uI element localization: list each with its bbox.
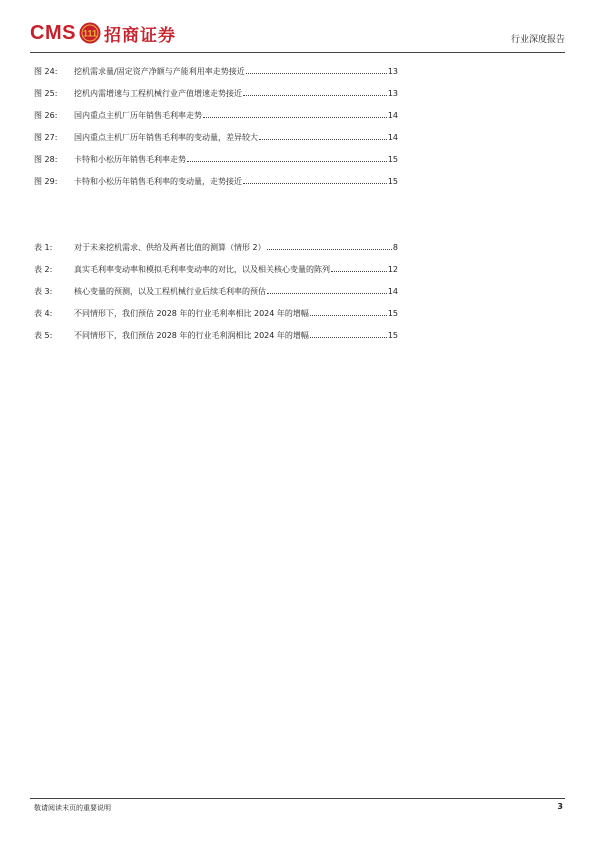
figure-label: 图 28:: [34, 155, 58, 164]
figure-title: 挖机需求量/固定资产净额与产能利用率走势接近: [74, 67, 245, 76]
table-title: 不同情形下，我们预估 2028 年的行业毛利润相比 2024 年的增幅: [74, 331, 309, 340]
footer-divider: [30, 798, 565, 799]
dot-leader: [267, 249, 392, 250]
table-page-number: 15: [387, 331, 398, 340]
figure-title: 卡特和小松历年销售毛利率走势: [74, 155, 186, 164]
figure-title: 国内重点主机厂历年销售毛利率走势: [74, 111, 202, 120]
figure-toc-entry[interactable]: [34, 110, 398, 121]
table-page-number: 12: [387, 265, 398, 274]
table-page-number: 15: [387, 309, 398, 318]
tables-toc: [34, 242, 398, 352]
figure-label: 图 26:: [34, 111, 58, 120]
table-toc-entry[interactable]: [34, 330, 398, 341]
footer-disclaimer-note: 敬请阅读末页的重要说明: [34, 804, 111, 812]
figure-page-number: 13: [387, 67, 398, 76]
figures-toc: [34, 66, 398, 198]
figure-page-number: 13: [387, 89, 398, 98]
dot-leader: [310, 315, 387, 316]
figure-label: 图 29:: [34, 177, 58, 186]
figure-label: 图 25:: [34, 89, 58, 98]
header-divider: [30, 52, 565, 53]
dot-leader: [243, 183, 387, 184]
figure-toc-entry[interactable]: [34, 154, 398, 165]
report-type-label: 行业深度报告: [510, 35, 565, 45]
figure-toc-entry[interactable]: [34, 88, 398, 99]
table-toc-entry[interactable]: [34, 308, 398, 319]
dot-leader: [246, 73, 387, 74]
table-page-number: 8: [392, 243, 398, 252]
table-title: 不同情形下，我们预估 2028 年的行业毛利率相比 2024 年的增幅: [74, 309, 309, 318]
dot-leader: [203, 117, 387, 118]
table-label: 表 5:: [34, 331, 53, 340]
figure-title: 国内重点主机厂历年销售毛利率的变动量，差异较大: [74, 133, 258, 142]
page-header: [30, 18, 565, 48]
dot-leader: [259, 139, 387, 140]
table-toc-entry[interactable]: [34, 286, 398, 297]
table-label: 表 1:: [34, 243, 53, 252]
dot-leader: [310, 337, 387, 338]
table-label: 表 2:: [34, 265, 53, 274]
table-title: 核心变量的预测，以及工程机械行业后续毛利率的预估: [74, 287, 266, 296]
figure-page-number: 15: [387, 155, 398, 164]
company-name-cn: 招商证券: [103, 25, 176, 46]
table-title: 对于未来挖机需求、供给及两者比值的测算（情形 2）: [74, 243, 266, 252]
dot-leader: [267, 293, 387, 294]
logo-cms-text: CMS: [30, 21, 76, 44]
table-toc-entry[interactable]: [34, 264, 398, 275]
figure-page-number: 15: [387, 177, 398, 186]
page-number: 3: [557, 802, 563, 811]
table-title: 真实毛利率变动率和模拟毛利率变动率的对比，以及相关核心变量的陈列: [74, 265, 330, 274]
table-label: 表 4:: [34, 309, 53, 318]
dot-leader: [187, 161, 387, 162]
figure-toc-entry[interactable]: [34, 176, 398, 187]
logo-emblem-text: 111: [82, 28, 97, 39]
figure-page-number: 14: [387, 133, 398, 142]
table-toc-entry[interactable]: [34, 242, 398, 253]
dot-leader: [331, 271, 387, 272]
logo-emblem-icon: [79, 22, 101, 44]
figure-label: 图 24:: [34, 67, 58, 76]
figure-toc-entry[interactable]: [34, 66, 398, 77]
figure-label: 图 27:: [34, 133, 58, 142]
figure-toc-entry[interactable]: [34, 132, 398, 143]
company-logo: [30, 18, 176, 48]
table-page-number: 14: [387, 287, 398, 296]
table-label: 表 3:: [34, 287, 53, 296]
figure-page-number: 14: [387, 111, 398, 120]
figure-title: 挖机内需增速与工程机械行业产值增速走势接近: [74, 89, 242, 98]
figure-title: 卡特和小松历年销售毛利率的变动量，走势接近: [74, 177, 242, 186]
dot-leader: [243, 95, 387, 96]
